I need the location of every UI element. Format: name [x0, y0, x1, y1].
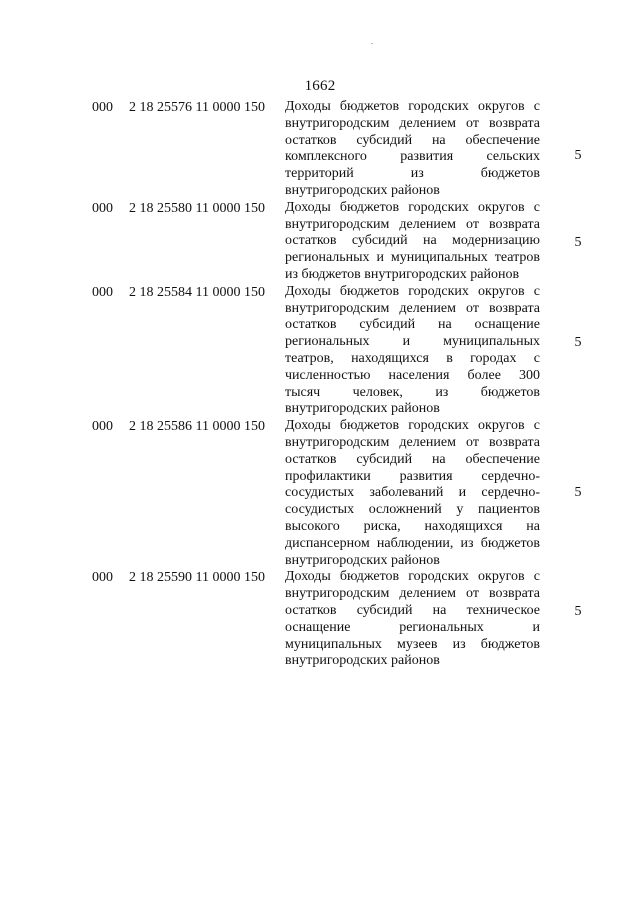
- admin-code-cell: 000: [92, 200, 113, 216]
- description-line: численностью населения более 300: [285, 367, 540, 383]
- description-line: из бюджетов внутригородских районов: [285, 266, 520, 282]
- value-cell: 5: [574, 604, 582, 620]
- value-cell: 5: [574, 234, 582, 250]
- description-cell: [285, 99, 540, 200]
- description-line: внутригородским делением от возврата: [285, 216, 540, 232]
- description-line: Доходы бюджетов городских округов с: [285, 569, 540, 585]
- description-line: внутригородских районов: [285, 653, 440, 669]
- budget-code-cell: 2 18 25580 11 0000 150: [129, 200, 265, 216]
- budget-code-cell: 2 18 25576 11 0000 150: [129, 100, 265, 115]
- admin-code-cell: 000: [92, 419, 113, 435]
- description-line: внутригородским делением от возврата: [285, 115, 540, 131]
- description-line: муниципальных музеев из бюджетов: [285, 636, 540, 652]
- budget-code-cell: 2 18 25584 11 0000 150: [129, 284, 265, 300]
- admin-code-cell: 000: [92, 570, 113, 586]
- description-line: высокого риска, находящихся на: [285, 518, 540, 534]
- description-line: Доходы бюджетов городских округов с: [285, 418, 540, 434]
- description-line: остатков субсидий на модернизацию: [285, 233, 540, 249]
- table-row: [0, 284, 640, 418]
- description-cell: [285, 284, 540, 418]
- description-cell: [285, 200, 540, 284]
- description-line: тысяч человек, из бюджетов: [285, 384, 540, 400]
- page-number: 1662: [304, 78, 336, 94]
- description-line: театров, находящихся в городах с: [285, 350, 540, 366]
- description-line: Доходы бюджетов городских округов с: [285, 99, 540, 114]
- description-line: региональных и муниципальных театров: [285, 250, 540, 266]
- description-line: внутригородским делением от возврата: [285, 434, 540, 450]
- description-line: внутригородских районов: [285, 182, 440, 198]
- admin-code-cell: 000: [92, 284, 113, 300]
- budget-code-table: [0, 99, 640, 670]
- description-cell: [285, 418, 540, 569]
- admin-code-cell: 000: [92, 100, 113, 115]
- description-line: остатков субсидий на обеспечение: [285, 451, 540, 467]
- table-row: [0, 200, 640, 284]
- description-line: внутригородским делением от возврата: [285, 586, 540, 602]
- description-line: остатков субсидий на обеспечение: [285, 132, 540, 148]
- description-line: оснащение региональных и: [285, 619, 540, 635]
- budget-code-cell: 2 18 25586 11 0000 150: [129, 419, 265, 435]
- value-cell: 5: [574, 148, 582, 163]
- description-line: внутригородских районов: [285, 401, 440, 417]
- description-line: территорий из бюджетов: [285, 166, 540, 182]
- description-line: остатков субсидий на техническое: [285, 602, 540, 618]
- budget-code-cell: 2 18 25590 11 0000 150: [129, 570, 265, 586]
- description-line: сосудистых заболеваний и сердечно-: [285, 485, 540, 501]
- description-line: профилактики развития сердечно-: [285, 468, 540, 484]
- description-line: Доходы бюджетов городских округов с: [285, 283, 540, 299]
- description-line: внутригородским делением от возврата: [285, 300, 540, 316]
- description-line: диспансерном наблюдении, из бюджетов: [285, 535, 540, 551]
- description-line: комплексного развития сельских: [285, 149, 540, 165]
- description-cell: [285, 569, 540, 670]
- table-row: [0, 99, 640, 200]
- table-row: [0, 418, 640, 569]
- description-line: региональных и муниципальных: [285, 334, 540, 350]
- description-line: Доходы бюджетов городских округов с: [285, 199, 540, 215]
- description-line: внутригородских районов: [285, 552, 440, 568]
- value-cell: 5: [574, 485, 582, 501]
- scan-artifact: [371, 43, 373, 44]
- table-row: [0, 569, 640, 670]
- description-line: сосудистых осложнений у пациентов: [285, 502, 540, 518]
- value-cell: 5: [574, 334, 582, 350]
- description-line: остатков субсидий на оснащение: [285, 317, 540, 333]
